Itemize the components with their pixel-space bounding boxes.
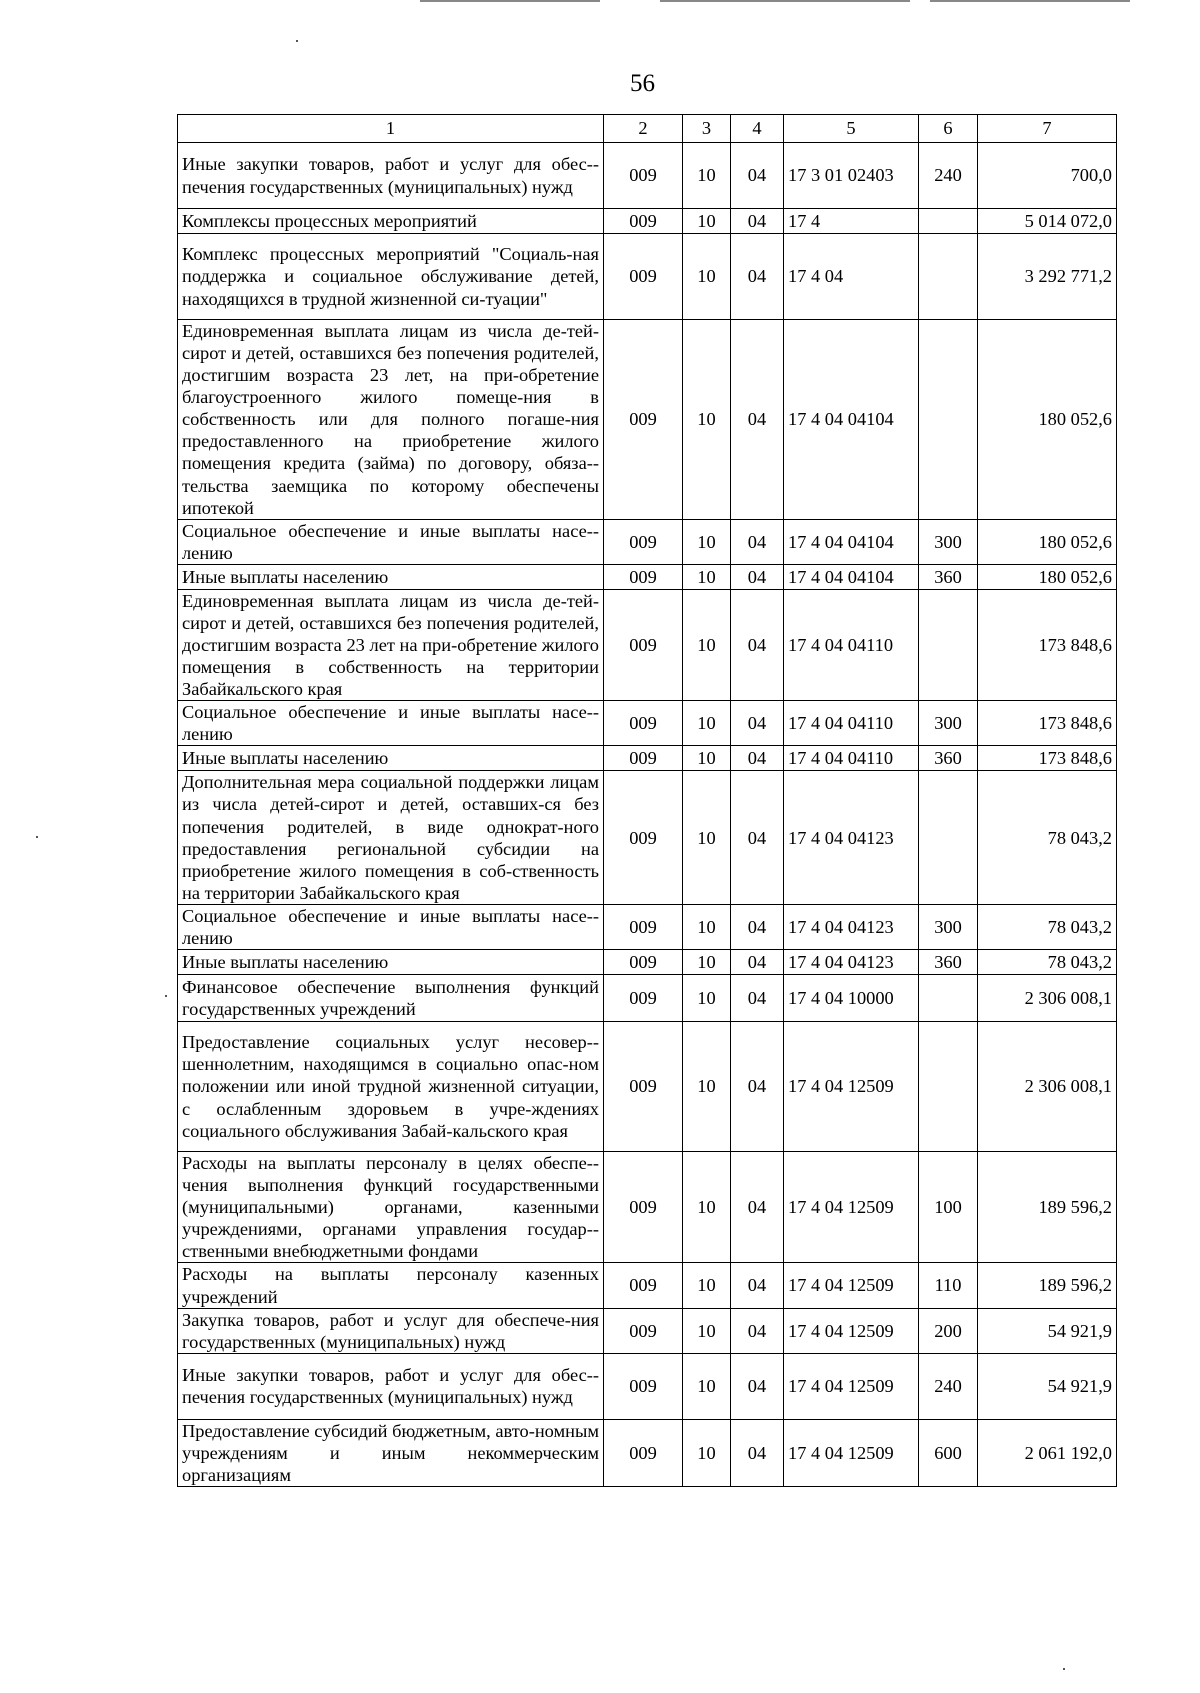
scan-artifact-dot — [36, 836, 38, 838]
row-subsection-cell: 04 — [731, 320, 784, 520]
scan-artifact-dot — [296, 40, 298, 42]
row-section-cell: 10 — [683, 1308, 731, 1353]
row-expense-type-cell — [919, 975, 978, 1022]
row-amount-cell: 5 014 072,0 — [978, 209, 1117, 234]
row-amount-cell: 3 292 771,2 — [978, 234, 1117, 320]
table-row — [178, 950, 1117, 975]
row-name-cell: Расходы на выплаты персоналу казенных учреждений — [178, 1263, 604, 1308]
table-row — [178, 701, 1117, 746]
row-ministry-code-cell: 009 — [604, 950, 683, 975]
row-amount-cell: 173 848,6 — [978, 746, 1117, 771]
row-name-cell: Иные выплаты населению — [178, 950, 604, 975]
row-ministry-code-cell: 009 — [604, 1353, 683, 1419]
table-header-row — [178, 115, 1117, 143]
row-amount-cell: 78 043,2 — [978, 904, 1117, 949]
table-body — [178, 143, 1117, 1487]
column-header: 6 — [919, 115, 978, 143]
row-name-cell: Социальное обеспечение и иные выплаты насе-лению — [178, 701, 604, 746]
row-section-cell: 10 — [683, 519, 731, 564]
row-target-article-cell: 17 4 04 12509 — [784, 1022, 919, 1152]
table-row — [178, 1022, 1117, 1152]
row-target-article-cell: 17 4 04 04104 — [784, 564, 919, 589]
row-ministry-code-cell: 009 — [604, 1022, 683, 1152]
row-name-cell: Финансовое обеспечение выполнения функций государственных учреждений — [178, 975, 604, 1022]
table-row — [178, 519, 1117, 564]
row-expense-type-cell — [919, 209, 978, 234]
table-row — [178, 975, 1117, 1022]
row-ministry-code-cell: 009 — [604, 564, 683, 589]
row-name-cell: Единовременная выплата лицам из числа де-тей-сирот и детей, оставшихся без попечения родителей, достигшим возраста 23 лет на при-обретение жилого помещения в собственность на территории Забайкальского края — [178, 589, 604, 700]
row-ministry-code-cell: 009 — [604, 209, 683, 234]
row-ministry-code-cell: 009 — [604, 1308, 683, 1353]
row-expense-type-cell: 110 — [919, 1263, 978, 1308]
row-section-cell: 10 — [683, 320, 731, 520]
table-row — [178, 320, 1117, 520]
row-ministry-code-cell: 009 — [604, 234, 683, 320]
row-ministry-code-cell: 009 — [604, 143, 683, 209]
table-row — [178, 771, 1117, 904]
row-section-cell: 10 — [683, 701, 731, 746]
row-section-cell: 10 — [683, 564, 731, 589]
table-row — [178, 1152, 1117, 1263]
row-section-cell: 10 — [683, 1022, 731, 1152]
row-subsection-cell: 04 — [731, 975, 784, 1022]
row-amount-cell: 180 052,6 — [978, 320, 1117, 520]
row-subsection-cell: 04 — [731, 746, 784, 771]
row-amount-cell: 180 052,6 — [978, 564, 1117, 589]
row-target-article-cell: 17 3 01 02403 — [784, 143, 919, 209]
row-amount-cell: 2 306 008,1 — [978, 1022, 1117, 1152]
table-row — [178, 234, 1117, 320]
column-header: 1 — [178, 115, 604, 143]
row-section-cell: 10 — [683, 950, 731, 975]
row-section-cell: 10 — [683, 1263, 731, 1308]
row-amount-cell: 54 921,9 — [978, 1353, 1117, 1419]
row-ministry-code-cell: 009 — [604, 519, 683, 564]
row-ministry-code-cell: 009 — [604, 701, 683, 746]
column-header: 2 — [604, 115, 683, 143]
row-name-cell: Дополнительная мера социальной поддержки лицам из числа детей-сирот и детей, оставших-ся без попечения родителей, в виде однократ-ного предоставления региональной субсидии на приобретение жилого помещения в соб-ственность на территории Забайкальского края — [178, 771, 604, 904]
row-section-cell: 10 — [683, 904, 731, 949]
row-section-cell: 10 — [683, 1353, 731, 1419]
table-row — [178, 1263, 1117, 1308]
table-row — [178, 209, 1117, 234]
row-section-cell: 10 — [683, 209, 731, 234]
row-name-cell: Предоставление социальных услуг несовер-шеннолетним, находящимся в социально опас-ном положении или иной трудной жизненной ситуации, с ослабленным здоровьем в учре-ждениях социального обслуживания Забай-кальского края — [178, 1022, 604, 1152]
row-expense-type-cell — [919, 771, 978, 904]
row-expense-type-cell: 360 — [919, 564, 978, 589]
row-subsection-cell: 04 — [731, 589, 784, 700]
row-ministry-code-cell: 009 — [604, 1152, 683, 1263]
row-subsection-cell: 04 — [731, 1152, 784, 1263]
row-expense-type-cell: 240 — [919, 143, 978, 209]
column-header: 4 — [731, 115, 784, 143]
row-expense-type-cell — [919, 234, 978, 320]
row-subsection-cell: 04 — [731, 564, 784, 589]
table-row — [178, 746, 1117, 771]
row-subsection-cell: 04 — [731, 950, 784, 975]
row-target-article-cell: 17 4 04 12509 — [784, 1263, 919, 1308]
column-header: 7 — [978, 115, 1117, 143]
row-subsection-cell: 04 — [731, 771, 784, 904]
row-expense-type-cell: 600 — [919, 1419, 978, 1486]
row-expense-type-cell: 360 — [919, 746, 978, 771]
row-amount-cell: 173 848,6 — [978, 701, 1117, 746]
column-header: 3 — [683, 115, 731, 143]
row-ministry-code-cell: 009 — [604, 589, 683, 700]
row-expense-type-cell — [919, 320, 978, 520]
row-expense-type-cell — [919, 589, 978, 700]
row-name-cell: Социальное обеспечение и иные выплаты насе-лению — [178, 904, 604, 949]
row-expense-type-cell: 240 — [919, 1353, 978, 1419]
row-subsection-cell: 04 — [731, 519, 784, 564]
row-ministry-code-cell: 009 — [604, 320, 683, 520]
row-amount-cell: 78 043,2 — [978, 771, 1117, 904]
row-amount-cell: 189 596,2 — [978, 1263, 1117, 1308]
row-target-article-cell: 17 4 04 — [784, 234, 919, 320]
row-section-cell: 10 — [683, 234, 731, 320]
row-name-cell: Социальное обеспечение и иные выплаты насе-лению — [178, 519, 604, 564]
row-amount-cell: 180 052,6 — [978, 519, 1117, 564]
row-name-cell: Предоставление субсидий бюджетным, авто-номным учреждениям и иным некоммерческим организациям — [178, 1419, 604, 1486]
row-subsection-cell: 04 — [731, 209, 784, 234]
row-subsection-cell: 04 — [731, 143, 784, 209]
row-ministry-code-cell: 009 — [604, 1419, 683, 1486]
row-section-cell: 10 — [683, 1419, 731, 1486]
row-expense-type-cell: 300 — [919, 904, 978, 949]
row-section-cell: 10 — [683, 1152, 731, 1263]
row-name-cell: Иные выплаты населению — [178, 746, 604, 771]
table-row — [178, 904, 1117, 949]
scan-artifact-line — [420, 0, 600, 2]
row-target-article-cell: 17 4 04 10000 — [784, 975, 919, 1022]
row-expense-type-cell: 200 — [919, 1308, 978, 1353]
row-expense-type-cell: 300 — [919, 519, 978, 564]
row-ministry-code-cell: 009 — [604, 1263, 683, 1308]
row-amount-cell: 78 043,2 — [978, 950, 1117, 975]
row-subsection-cell: 04 — [731, 1022, 784, 1152]
row-expense-type-cell: 300 — [919, 701, 978, 746]
row-subsection-cell: 04 — [731, 904, 784, 949]
row-subsection-cell: 04 — [731, 701, 784, 746]
row-target-article-cell: 17 4 04 04123 — [784, 771, 919, 904]
row-section-cell: 10 — [683, 589, 731, 700]
table-row — [178, 1308, 1117, 1353]
row-amount-cell: 189 596,2 — [978, 1152, 1117, 1263]
table-row — [178, 143, 1117, 209]
row-expense-type-cell: 360 — [919, 950, 978, 975]
budget-table — [177, 114, 1117, 1487]
row-subsection-cell: 04 — [731, 234, 784, 320]
row-name-cell: Единовременная выплата лицам из числа де-тей-сирот и детей, оставшихся без попечения родителей, достигшим возраста 23 лет, на при-обретение благоустроенного жилого помеще-ния в собственность или для полного погаше-ния предоставленного на приобретение жилого помещения кредита (займа) по договору, обяза-тельства заемщика по которому обеспечены ипотекой — [178, 320, 604, 520]
scan-artifact-dot — [165, 995, 167, 997]
row-section-cell: 10 — [683, 771, 731, 904]
row-ministry-code-cell: 009 — [604, 746, 683, 771]
row-amount-cell: 700,0 — [978, 143, 1117, 209]
row-amount-cell: 173 848,6 — [978, 589, 1117, 700]
row-ministry-code-cell: 009 — [604, 975, 683, 1022]
row-target-article-cell: 17 4 04 04123 — [784, 950, 919, 975]
row-subsection-cell: 04 — [731, 1353, 784, 1419]
row-target-article-cell: 17 4 04 04110 — [784, 746, 919, 771]
row-target-article-cell: 17 4 04 04104 — [784, 320, 919, 520]
table-row — [178, 1353, 1117, 1419]
scan-artifact-dot — [1063, 1668, 1065, 1670]
table-row — [178, 564, 1117, 589]
row-ministry-code-cell: 009 — [604, 771, 683, 904]
row-section-cell: 10 — [683, 746, 731, 771]
column-header: 5 — [784, 115, 919, 143]
page-number: 56 — [630, 70, 655, 97]
row-name-cell: Комплексы процессных мероприятий — [178, 209, 604, 234]
row-target-article-cell: 17 4 — [784, 209, 919, 234]
row-target-article-cell: 17 4 04 12509 — [784, 1353, 919, 1419]
row-name-cell: Комплекс процессных мероприятий "Социаль-ная поддержка и социальное обслуживание детей, находящихся в трудной жизненной си-туации" — [178, 234, 604, 320]
table-row — [178, 1419, 1117, 1486]
row-target-article-cell: 17 4 04 04110 — [784, 701, 919, 746]
row-target-article-cell: 17 4 04 04104 — [784, 519, 919, 564]
table-row — [178, 589, 1117, 700]
row-target-article-cell: 17 4 04 04123 — [784, 904, 919, 949]
scan-artifact-line — [660, 0, 910, 2]
row-subsection-cell: 04 — [731, 1308, 784, 1353]
row-name-cell: Иные закупки товаров, работ и услуг для обес-печения государственных (муниципальных) нужд — [178, 143, 604, 209]
row-amount-cell: 2 061 192,0 — [978, 1419, 1117, 1486]
row-name-cell: Расходы на выплаты персоналу в целях обеспе-чения выполнения функций государственными (муниципальными) органами, казенными учреждениями, органами управления государ-ственными внебюджетными фондами — [178, 1152, 604, 1263]
scan-artifact-line — [930, 0, 1130, 2]
row-subsection-cell: 04 — [731, 1263, 784, 1308]
row-name-cell: Иные закупки товаров, работ и услуг для обес-печения государственных (муниципальных) нужд — [178, 1353, 604, 1419]
row-expense-type-cell — [919, 1022, 978, 1152]
row-target-article-cell: 17 4 04 12509 — [784, 1419, 919, 1486]
row-amount-cell: 2 306 008,1 — [978, 975, 1117, 1022]
row-name-cell: Закупка товаров, работ и услуг для обеспече-ния государственных (муниципальных) нужд — [178, 1308, 604, 1353]
row-target-article-cell: 17 4 04 12509 — [784, 1152, 919, 1263]
row-amount-cell: 54 921,9 — [978, 1308, 1117, 1353]
row-section-cell: 10 — [683, 975, 731, 1022]
row-section-cell: 10 — [683, 143, 731, 209]
row-name-cell: Иные выплаты населению — [178, 564, 604, 589]
row-expense-type-cell: 100 — [919, 1152, 978, 1263]
row-target-article-cell: 17 4 04 04110 — [784, 589, 919, 700]
row-ministry-code-cell: 009 — [604, 904, 683, 949]
row-subsection-cell: 04 — [731, 1419, 784, 1486]
row-target-article-cell: 17 4 04 12509 — [784, 1308, 919, 1353]
